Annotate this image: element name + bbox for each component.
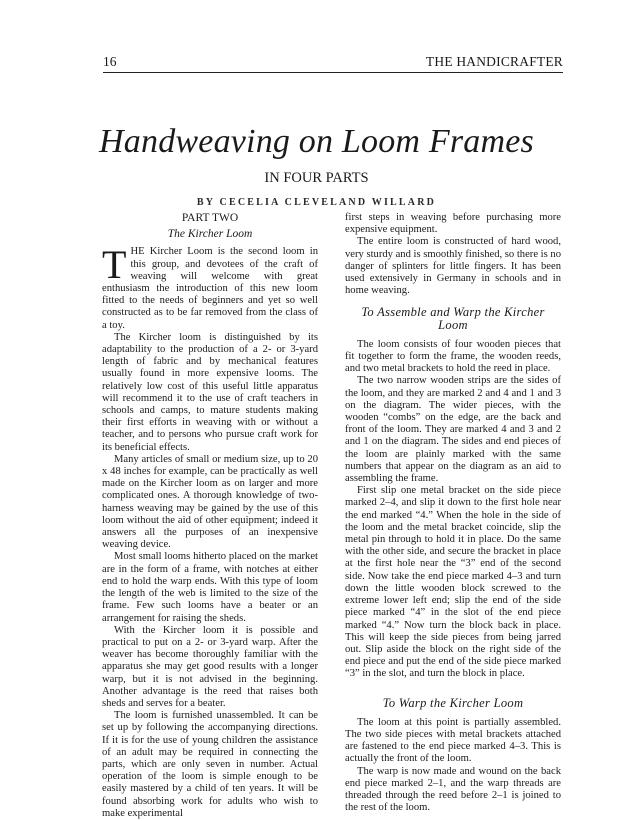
subheading-assemble: To Assemble and Warp the Kircher Loom: [361, 305, 545, 332]
paragraph: With the Kircher loom it is possible and practical to put on a 2- or 3-yard warp. After the weaver has become thoroughly familiar with the apparatus she may get good results with a longer warp, but it is not advised in the beginning. Another advantage is the reed that raises both sheds and serves for a beater.: [102, 624, 318, 709]
drop-cap: T: [102, 242, 127, 288]
paragraph: Many articles of small or medium size, up to 20 x 48 inches for example, can be practically as well made on the Kircher loom as on larger and more complicated ones. A thorough knowledge of two-harness weaving may be gained by the use of this loom without the aid of other equipment; indeed it answers all the purposes of an inexpensive weaving device.: [102, 453, 318, 551]
left-column: [102, 212, 318, 820]
section-title: The Kircher Loom: [167, 228, 253, 241]
page-number: 16: [103, 54, 117, 69]
first-word-rest: HE: [130, 246, 145, 258]
paragraph: The loom at this point is partially assembled. The two side pieces with metal brackets attached are fastened to the end piece marked 4–3. This is actually the front of the loom.: [345, 716, 561, 765]
paragraph: The two narrow wooden strips are the sides of the loom, and they are marked 2 and 4 and 1 and 3 on the diagram. The wider pieces, with the wooden “combs” on the edge, are the back and front of the loom. They are marked 4 and 3 and 2 and 1 on the diagram. The sides and end pieces of the loom are plainly marked with the same numbers that appear on the diagram as an aid to assembling the frame.: [345, 375, 561, 485]
article-subtitle: IN FOUR PARTS: [264, 170, 369, 186]
right-column: [345, 212, 561, 814]
page-header: [103, 52, 563, 73]
part-heading: PART TWO: [181, 212, 239, 224]
article-byline: BY CECELIA CLEVELAND WILLARD: [196, 197, 437, 208]
paragraph: The Kircher loom is distinguished by its adaptability to the production of a 2- or 3-yard length of fabric and by mechanical features usually found in more expensive looms. The relatively low cost of this useful little apparatus will recommend it to the use of craft teachers in schools and camps, to mature students making their first efforts in weaving with or without a teacher, and to persons who pursue craft work for its beneficial effects.: [102, 331, 318, 453]
paragraph: First slip one metal bracket on the side piece marked 2–4, and slip it down to the first hole near the end marked “4.” When the hole in the side of the loom and the metal bracket coincide, slip the metal pin through to hold it in place. Do the same with the other side, and secure the bracket in place at the first hole near the “3” end of the second side. Now take the end piece marked 4–3 and turn down the little wooden block screwed to the extreme lower left end; slip the end of the side piece marked “4” in the slot of the end piece marked “4.” Now turn the block back in place. This will keep the side pieces from being jarred out. Slip aside the block on the right side of the end piece and put the end of the side piece marked “3” in the slot, and turn the block in place.: [345, 485, 561, 680]
subheading-warp: To Warp the Kircher Loom: [382, 695, 524, 710]
running-head: THE HANDICRAFTER: [425, 54, 563, 69]
paragraph-continuation: first steps in weaving before purchasing more expensive equipment.: [345, 212, 561, 236]
paragraph: The entire loom is constructed of hard wood, very sturdy and is smoothly finished, so there is no danger of splinters for little fingers. It has been used extensively in Germany in schools and in home weaving.: [345, 236, 561, 297]
paragraph: Most small looms hitherto placed on the market are in the form of a frame, with notches at either end to hold the warp ends. With this type of loom the length of the web is limited to the size of the frame. Few such looms have a beater or an arrangement for raising the sheds.: [102, 551, 318, 624]
article-title: Handweaving on Loom Frames: [99, 123, 534, 160]
paragraph: The warp is now made and wound on the back end piece marked 2–1, and the warp threads are threaded through the reed before 2–1 is joined to the rest of the loom.: [345, 765, 561, 814]
paragraph: THE Kircher Loom is the second loom in this group, and devotees of the craft of weaving will welcome with great enthusiasm the introduction of this new loom fitted to the needs of beginners and yet so well constructed as to be far removed from the class of a toy.: [102, 242, 318, 331]
paragraph: The loom consists of four wooden pieces that fit together to form the frame, the wooden reeds, and two metal brackets to hold the reed in place.: [345, 338, 561, 375]
paragraph: The loom is furnished unassembled. It can be set up by following the accompanying directions. If it is for the use of young children the assistance of an adult may be required in connecting the parts, which are only seven in number. Actual operation of the loom is simple enough to be easily mastered by a child of ten years. It will be found absorbing work for adults who wish to make experimental: [102, 710, 318, 819]
